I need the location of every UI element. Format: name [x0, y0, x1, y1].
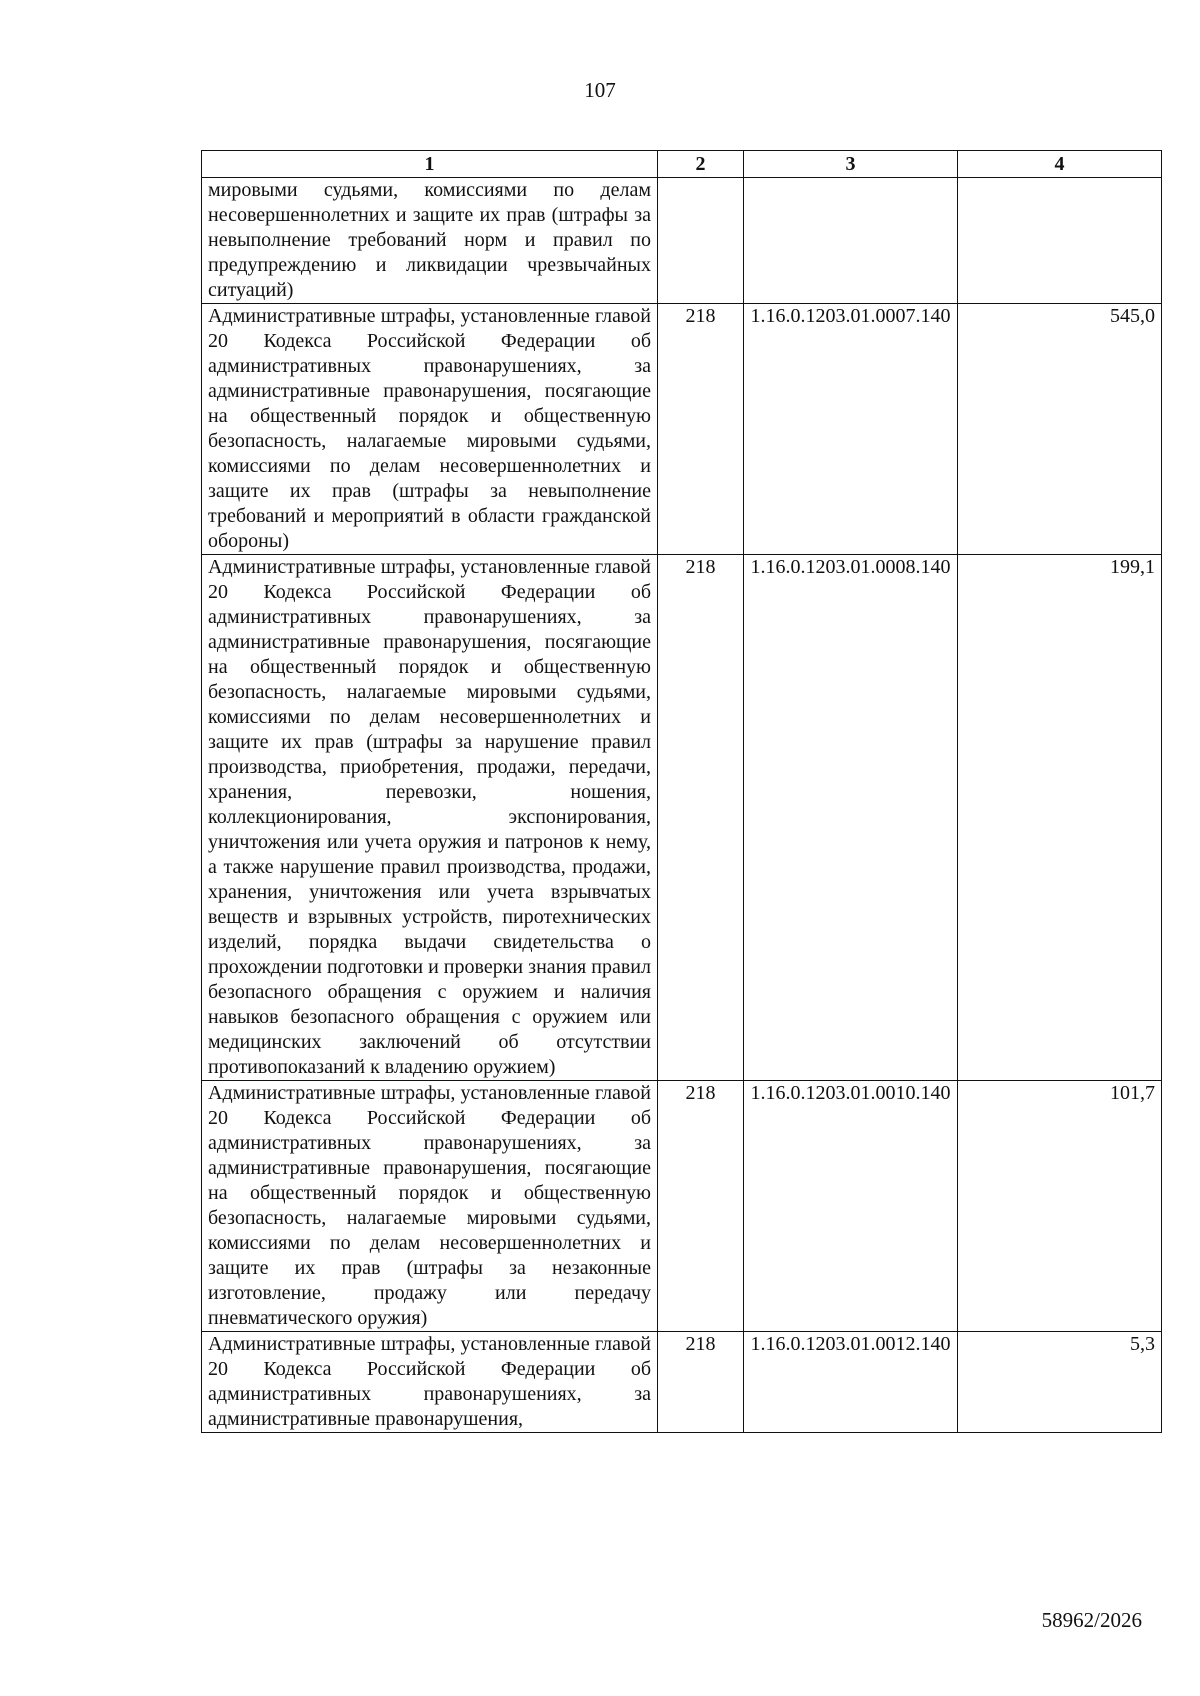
row-description: мировыми судьями, комиссиями по делам несовершеннолетних и защите их прав (штрафы за невыполнение требований норм и правил по предупреждению и ликвидации чрезвычайных ситуаций) [202, 178, 658, 304]
table-row [202, 304, 1162, 555]
row-code: 218 [658, 1081, 744, 1332]
column-header-3: 3 [744, 151, 958, 178]
row-description: Административные штрафы, установленные главой 20 Кодекса Российской Федерации об административных правонарушениях, за административные правонарушения, посягающие на общественный порядок и общественную безопасность, налагаемые мировыми судьями, комиссиями по делам несовершеннолетних и защите их прав (штрафы за незаконные изготовление, продажу или передачу пневматического оружия) [202, 1081, 658, 1332]
row-amount: 199,1 [958, 555, 1162, 1081]
table-row [202, 1332, 1162, 1433]
row-classifier: 1.16.0.1203.01.0012.140 [744, 1332, 958, 1433]
column-header-1: 1 [202, 151, 658, 178]
column-header-2: 2 [658, 151, 744, 178]
budget-revenue-table [201, 150, 1162, 1433]
row-classifier [744, 178, 958, 304]
page-number: 107 [584, 78, 616, 102]
column-header-4: 4 [958, 151, 1162, 178]
row-classifier: 1.16.0.1203.01.0008.140 [744, 555, 958, 1081]
row-amount [958, 178, 1162, 304]
document-id: 58962/2026 [1041, 1608, 1142, 1632]
row-code: 218 [658, 555, 744, 1081]
table-row [202, 1081, 1162, 1332]
row-description: Административные штрафы, установленные главой 20 Кодекса Российской Федерации об административных правонарушениях, за административные правонарушения, посягающие на общественный порядок и общественную безопасность, налагаемые мировыми судьями, комиссиями по делам несовершеннолетних и защите их прав (штрафы за нарушение правил производства, приобретения, продажи, передачи, хранения, перевозки, ношения, коллекционирования, экспонирования, уничтожения или учета оружия и патронов к нему, а также нарушение правил производства, продажи, хранения, уничтожения или учета взрывчатых веществ и взрывных устройств, пиротехнических изделий, порядка выдачи свидетельства о прохождении подготовки и проверки знания правил безопасного обращения с оружием и наличия навыков безопасного обращения с оружием или медицинских заключений об отсутствии противопоказаний к владению оружием) [202, 555, 658, 1081]
row-code: 218 [658, 304, 744, 555]
row-classifier: 1.16.0.1203.01.0010.140 [744, 1081, 958, 1332]
row-amount: 545,0 [958, 304, 1162, 555]
row-code [658, 178, 744, 304]
table-row [202, 178, 1162, 304]
table-row [202, 555, 1162, 1081]
row-code: 218 [658, 1332, 744, 1433]
row-classifier: 1.16.0.1203.01.0007.140 [744, 304, 958, 555]
row-description: Административные штрафы, установленные главой 20 Кодекса Российской Федерации об административных правонарушениях, за административные правонарушения, посягающие на общественный порядок и общественную безопасность, налагаемые мировыми судьями, комиссиями по делам несовершеннолетних и защите их прав (штрафы за невыполнение требований и мероприятий в области гражданской обороны) [202, 304, 658, 555]
row-amount: 5,3 [958, 1332, 1162, 1433]
row-description: Административные штрафы, установленные главой 20 Кодекса Российской Федерации об административных правонарушениях, за административные правонарушения, [202, 1332, 658, 1433]
row-amount: 101,7 [958, 1081, 1162, 1332]
table-header-row [202, 151, 1162, 178]
